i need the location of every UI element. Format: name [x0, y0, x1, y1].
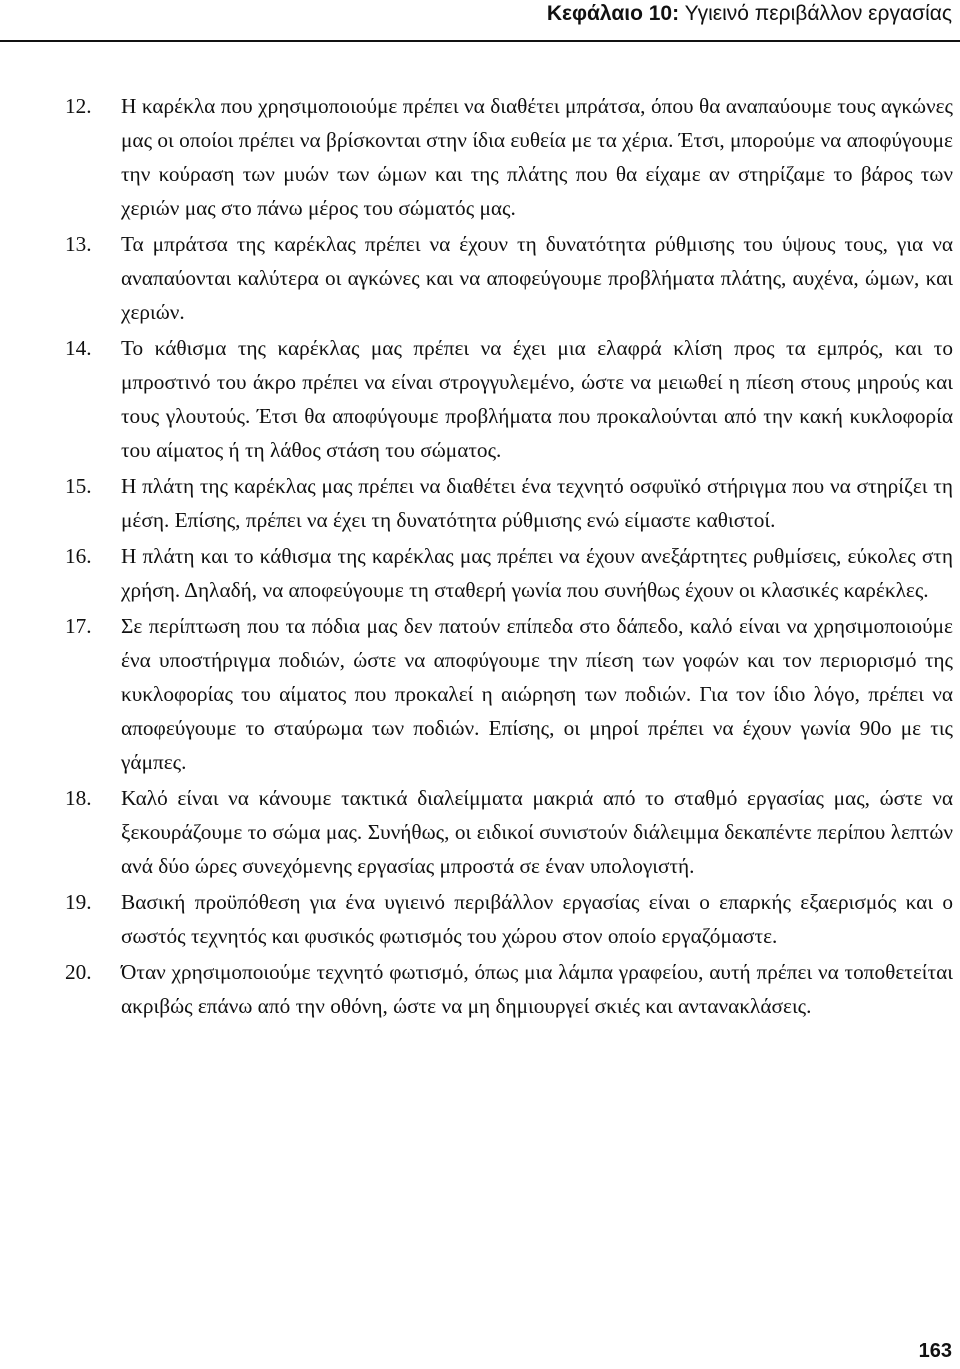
- item-text: Το κάθισμα της καρέκλας μας πρέπει να έχει μια ελαφρά κλίση προς τα εμπρός, και το μπροστινό του άκρο πρέπει να είναι στρογγυλεμένο, ώστε να μειωθεί η πίεση στους μηρούς και τους γλουτούς. Έτσι θα αποφύγουμε προβλήματα που προκαλούνται από την κακή κυκλοφορία του αίματος ή τη λάθος στάση του σώματος.: [121, 336, 953, 462]
- item-number: 20.: [65, 960, 92, 984]
- chapter-title: Υγιεινό περιβάλλον εργασίας: [684, 2, 952, 25]
- item-text: Όταν χρησιμοποιούμε τεχνητό φωτισμό, όπως μια λάμπα γραφείου, αυτή πρέπει να τοποθετείται ακριβώς επάνω από την οθόνη, ώστε να μη δημιουργεί σκιές και αντανακλάσεις.: [121, 960, 953, 1018]
- list-item: [65, 469, 953, 537]
- page-number: 163: [918, 1340, 952, 1362]
- list-item: [65, 955, 953, 1023]
- item-number: 18.: [65, 786, 92, 810]
- item-text: Η καρέκλα που χρησιμοποιούμε πρέπει να διαθέτει μπράτσα, όπου θα αναπαύουμε τους αγκώνες μας οι οποίοι πρέπει να βρίσκονται στην ίδια ευθεία με τα χέρια. Έτσι, μπορούμε να αποφύγουμε την κούραση των μυών των ώμων και της πλάτης που θα είχαμε αν στηρίζαμε το βάρος των χεριών μας στο πάνω μέρος του σώματός μας.: [121, 94, 953, 220]
- list-item: [65, 781, 953, 883]
- chapter-label: Κεφάλαιο 10:: [546, 2, 680, 25]
- item-number: 14.: [65, 336, 92, 360]
- item-text: Σε περίπτωση που τα πόδια μας δεν πατούν επίπεδα στο δάπεδο, καλό είναι να χρησιμοποιούμε ένα υποστήριγμα ποδιών, ώστε να αποφύγουμε την πίεση των γοφών και τον περιορισμό της κυκλοφορίας του αίματος που προκαλεί η αιώρηση των ποδιών. Για τον ίδιο λόγο, πρέπει να αποφεύγουμε το σταύρωμα των ποδιών. Επίσης, οι μηροί πρέπει να έχουν γωνία 90ο με τις γάμπες.: [121, 614, 953, 774]
- item-text: Καλό είναι να κάνουμε τακτικά διαλείμματα μακριά από το σταθμό εργασίας μας, ώστε να ξεκουράζουμε το σώμα μας. Συνήθως, οι ειδικοί συνιστούν διάλειμμα δεκαπέντε περίπου λεπτών ανά δύο ώρες συνεχόμενης εργασίας μπροστά σε έναν υπολογιστή.: [121, 786, 953, 878]
- item-number: 12.: [65, 94, 92, 118]
- list-item: [65, 227, 953, 329]
- list-item: [65, 885, 953, 953]
- running-header: [547, 2, 952, 26]
- item-text: Η πλάτη της καρέκλας μας πρέπει να διαθέτει ένα τεχνητό οσφυϊκό στήριγμα που να στηρίζει τη μέση. Επίσης, πρέπει να έχει τη δυνατότητα ρύθμισης ενώ είμαστε καθιστοί.: [121, 474, 953, 532]
- list-item: [65, 609, 953, 779]
- item-number: 13.: [65, 232, 92, 256]
- list-item: [65, 89, 953, 225]
- numbered-list: [65, 89, 953, 1023]
- list-item: [65, 539, 953, 607]
- item-text: Τα μπράτσα της καρέκλας πρέπει να έχουν τη δυνατότητα ρύθμισης του ύψους τους, για να αναπαύονται καλύτερα οι αγκώνες και να αποφεύγουμε προβλήματα πλάτης, αυχένα, ώμων, και χεριών.: [121, 232, 953, 324]
- item-number: 19.: [65, 890, 92, 914]
- item-text: Βασική προϋπόθεση για ένα υγιεινό περιβάλλον εργασίας είναι ο επαρκής εξαερισμός και ο σωστός τεχνητός και φυσικός φωτισμός του χώρου στον οποίο εργαζόμαστε.: [121, 890, 953, 948]
- list-item: [65, 331, 953, 467]
- header-rule: [0, 40, 960, 42]
- item-text: Η πλάτη και το κάθισμα της καρέκλας μας πρέπει να έχουν ανεξάρτητες ρυθμίσεις, εύκολες στη χρήση. Δηλαδή, να αποφεύγουμε τη σταθερή γωνία που συνήθως έχουν οι κλασικές καρέκλες.: [121, 544, 953, 602]
- item-number: 17.: [65, 614, 92, 638]
- item-number: 16.: [65, 544, 92, 568]
- item-number: 15.: [65, 474, 92, 498]
